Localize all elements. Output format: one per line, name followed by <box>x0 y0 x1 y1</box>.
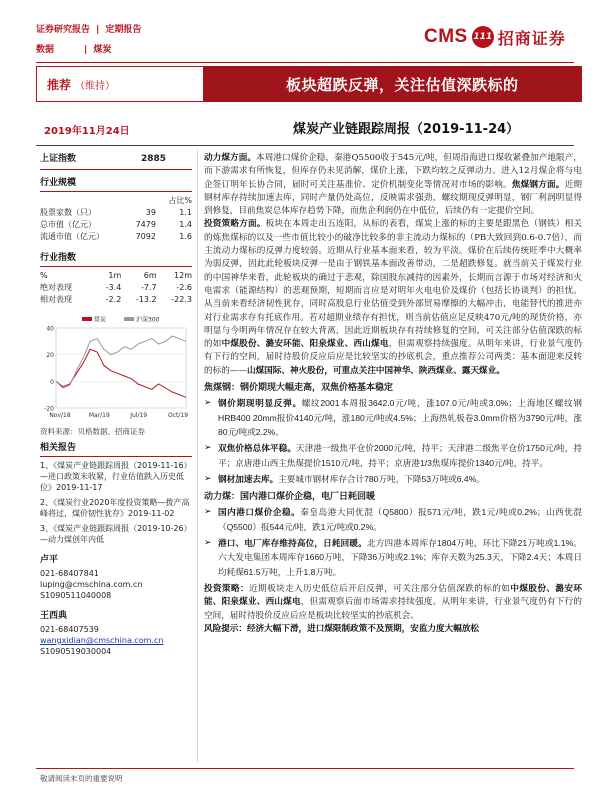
analyst-name: 卢平 <box>40 555 59 565</box>
index-label: 上证指数 <box>40 154 77 164</box>
rating-box <box>36 66 204 102</box>
table-row: 股票家数（只） 39 1.1 <box>40 208 192 217</box>
y-tick-label: 20 <box>46 352 54 360</box>
column-divider <box>197 150 198 762</box>
para-thermal-coal: 动力煤方面。本周港口煤价企稳，秦港Q5500收于545元/吨，但周沿海进口煤收紧叠加产地限产，而下游需求有所恢复，但库存仍未见消解，煤价上涨，下跌均较之反弹动力。进入12月煤企将与电企签订明年长协合同，届时可关注基准价、定价机制变化等情况对市场的影响。焦煤钢方面。近期钢材库存持续加速去库，同时产量仍处高位，反映需求强劲，螺纹期现反弹明显，钢厂利润明显得到修复，目前焦炭总体库存趋势下降，而焦企利润仍在中低位，后续仍有一定提价空间。 <box>204 153 582 217</box>
section-coking: 焦煤钢：钢价期现大幅走高，双焦价格基本稳定 <box>204 383 394 394</box>
report-kind: 数据 <box>36 45 55 55</box>
para-strategy-2: 投资策略：近期板块走入历史低位后开启反弹，可关注部分估值深跌的标的如中煤股份、潞安环能、阳泉煤业、西山煤电，但需观察后面市场需求持续强度。从明年来讲，行业景气度仍有下行的空间，届时待股价反应后应是板块比较坚实的抄底机会。 <box>204 583 582 621</box>
report-title: 煤炭产业链跟踪周报（2019-11-24） <box>293 122 520 137</box>
industry-scale-title: 行业规模 <box>40 178 192 192</box>
analyst-name: 王西典 <box>40 611 68 621</box>
bullet-item: ➢ 双焦价格总体平稳。天津港一级焦平仓价2000元/吨，持平；天津港二级焦平仓价1750元/吨，持平；京唐港山西主焦煤提价1510元/吨，持平；京唐港1/3焦煤库提价1340元/吨，持平。 <box>204 442 582 471</box>
related-item[interactable]: 3、《煤炭产业链跟踪周报（2019-10-26）—动力煤创年内低 <box>40 524 192 544</box>
arrow-bullet-icon: ➢ <box>204 538 212 549</box>
headline-banner <box>36 66 582 102</box>
legend-label: 煤炭 <box>94 316 107 324</box>
report-frequency: 定期报告 <box>105 25 142 35</box>
arrow-bullet-icon: ➢ <box>204 473 212 484</box>
related-list <box>40 460 192 545</box>
related-title: 相关报告 <box>40 443 192 457</box>
related-item[interactable]: 1、《煤炭产业链跟踪周报（2019-11-16）—进口政策未收紧，行业估值跌入历史低位》2019-11-17 <box>40 461 192 492</box>
pct-header: 占比% <box>168 196 192 205</box>
x-tick-label: Jul/19 <box>130 412 148 419</box>
bullet-item: ➢ 国内港口煤价企稳。秦皇岛港大同优混（Q5800）报571元/吨，跌1元/吨或0.2%；山西优混（Q5500）报544元/吨，跌1元/吨或0.2%。 <box>204 506 582 535</box>
section-thermal: 动力煤：国内港口煤价企稳，电厂日耗回暖 <box>204 492 376 503</box>
rating-modifier: （维持） <box>75 80 116 92</box>
x-tick-label: Oct/19 <box>167 412 189 419</box>
series-line-1 <box>56 336 186 388</box>
footer-divider <box>36 768 574 769</box>
index-value: 2885 <box>140 154 166 164</box>
related-item[interactable]: 2、《煤炭行业2020年度投资策略—拨产高峰将过，煤价韧性犹存》2019-11-02 <box>40 498 190 518</box>
analyst-email[interactable]: wangxidian@cmschina.com.cn <box>40 636 164 645</box>
arrow-bullet-icon: ➢ <box>204 398 212 409</box>
analyst-card <box>40 555 192 601</box>
report-category: 证券研究报告 <box>36 25 91 35</box>
analyst-phone: 021-68407841 <box>40 569 99 578</box>
footer-note: 敬请阅读末页的重要说明 <box>40 774 123 783</box>
y-tick-label: 0 <box>50 378 54 386</box>
legend-swatch <box>82 317 92 321</box>
company-logo: CMS 111 招商证券 <box>424 26 566 48</box>
para-risk: 风险提示：经济大幅下滑，进口煤限制政策不及预期，安监力度大幅放松 <box>204 623 480 634</box>
table-row: 相对表现 -2.2 -13.2 -22.3 <box>40 295 192 304</box>
legend-swatch <box>124 317 134 321</box>
industry-perf-table: % 1m 6m 12m 绝对表现 -3.4 -7.7 -2.6 相对表现 -2.2 -13.2 -22.3 <box>40 271 192 304</box>
performance-chart-svg <box>40 312 190 424</box>
analyst-email[interactable]: luping@cmschina.com.cn <box>40 580 143 589</box>
analyst-card <box>40 611 192 657</box>
rating-label: 推荐 <box>47 77 72 92</box>
chart-source: 资料来源：贝格数据、招商证券 <box>40 427 145 436</box>
report-body <box>204 152 582 636</box>
sidebar <box>40 150 192 657</box>
bullet-item: ➢ 钢材加速去库。主要城市钢材库存合计780万吨，下降53万吨或6.4%。 <box>204 473 582 487</box>
x-tick-label: Mar/19 <box>88 412 110 419</box>
analyst-cert: S1090519030004 <box>40 647 112 656</box>
bullet-item: ➢ 港口、电厂库存维持高位，日耗回暖。北方四港本周库存1804万吨，环比下降21万吨或1.1%。六大发电集团本周库存1660万吨，下降36万吨或2.1%；库存天数为25.3天，下降2.4天；本周日均耗煤61.5万吨，上升1.8万吨。 <box>204 537 582 580</box>
bullet-item: ➢ 钢价期现明显反弹。螺纹2001本周报3642.0元/吨，涨107.0元/吨或3.0%；上海地区螺纹钢HRB400 20mm报价4140元/吨，涨180元/吨或4.5%；上海热轧板卷3.0mm价格为3790元/吨，涨80元/吨或2.2%。 <box>204 397 582 440</box>
y-tick-label: -20 <box>44 405 54 413</box>
analyst-phone: 021-68407539 <box>40 625 99 634</box>
header-divider <box>36 62 574 63</box>
arrow-bullet-icon: ➢ <box>204 507 212 518</box>
para-strategy: 投资策略方面。板块在本周走出五连阳，从标的表看，煤炭上涨的标的主要是跟黑色（钢铁）相关的炼焦煤标的以及一些市值比较小的破净比较多的非主流动力煤标的（PB大致回到0.6-0.7倍），而主流动力煤标的反弹力度较弱。近期从行业基本面来看，较为平淡。煤价在后续传统旺季中大概率为弱反弹，因此此轮板块反弹一是由于钢铁基本面改善带动，二是超跌修复。就当前关于煤炭行业的中国神华来看，此轮板块的确过于悲观，除国股东减持的因素外，长期而言源于市场对经济和火电需求（能源结构）的悲观预期，短期而言应是对明年火电电价及煤价（包括长协谈判）的担忧。从当前来看经济韧性犹存，同时高股息行业估值受到外部贸易摩擦的大幅冲击，电能替代的推进亦对行业需求存有托底作用。若对超期业绩存有担忧，则当前估值应足反映470元/吨的现货价格，亦明显与今明两年情况存在较大背离，因此近期板块存有持续修复的空间，可关注部分估值深跌的标的如中煤股份、潞安环能、阳泉煤业、西山煤电，但需观察持续强度。从明年来讲，行业景气度仍有下行的空间，届时待股价反应后应是比较坚实的抄底机会，重点推荐公司两类：基本面迎来反转的标的——山煤国际、神火股份，可重点关注中国神华、陕西煤业、露天煤业。 <box>204 219 582 376</box>
logo-mark-icon: 111 <box>472 26 494 48</box>
title-divider <box>36 145 574 146</box>
report-sector: 煤炭 <box>93 45 112 55</box>
industry-perf-title: 行业指数 <box>40 253 192 267</box>
report-date: 2019年11月24日 <box>44 126 130 137</box>
table-row: 总市值（亿元） 7479 1.4 <box>40 220 192 229</box>
industry-scale-table <box>40 195 192 243</box>
analyst-cert: S1090511040008 <box>40 591 112 600</box>
performance-chart <box>40 312 190 424</box>
index-row <box>40 150 192 170</box>
headline-title: 板块超跌反弹，关注估值深跌标的 <box>204 66 582 102</box>
x-tick-label: Nov/18 <box>49 412 71 419</box>
table-row: 绝对表现 -3.4 -7.7 -2.6 <box>40 283 192 292</box>
y-tick-label: 40 <box>46 325 54 333</box>
report-type-header: 证券研究报告 | 定期报告 数据 | 煤炭 <box>36 25 142 55</box>
legend-label: 沪深300 <box>136 316 160 324</box>
table-row: 流通市值（亿元） 7092 1.6 <box>40 232 192 241</box>
arrow-bullet-icon: ➢ <box>204 443 212 454</box>
